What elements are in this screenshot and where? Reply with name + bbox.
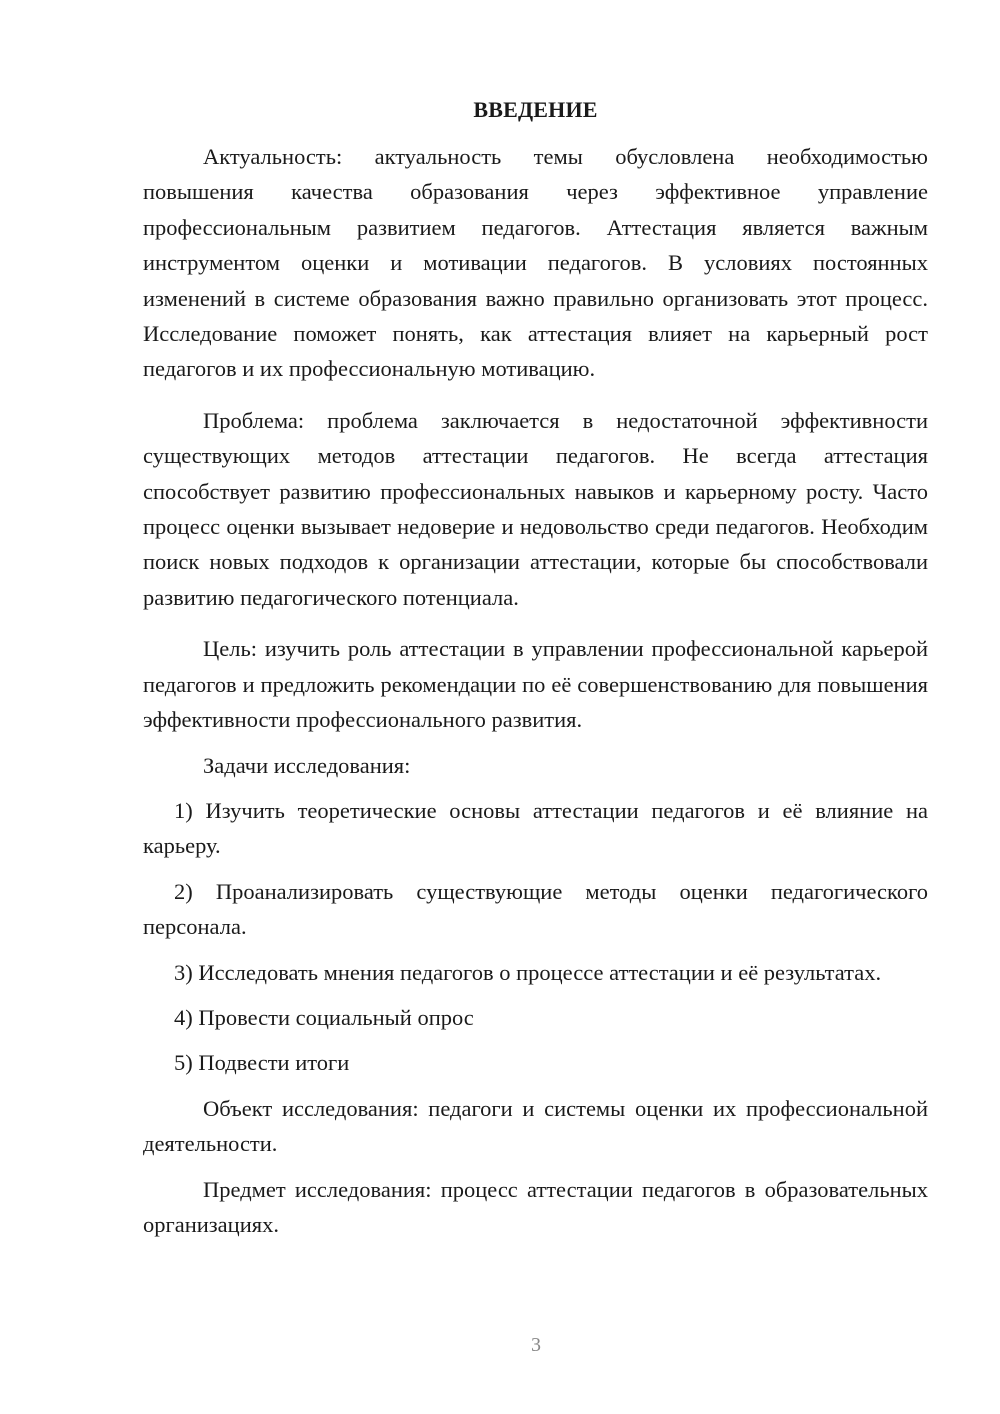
task-item-5: 5) Подвести итоги — [174, 1050, 350, 1076]
page-number: 3 — [531, 1334, 541, 1356]
paragraph-goal: Цель: изучить роль аттестации в управлении профессиональной карьерой педагогов и предложить рекомендации по её совершенствованию для повышения эффективности профессионального развития. — [143, 636, 928, 733]
task-item-1: 1) Изучить теоретические основы аттестации педагогов и её влияние на карьеру. — [143, 797, 928, 859]
document-page — [143, 94, 928, 1242]
paragraph-problem: Проблема: проблема заключается в недостаточной эффективности существующих методов аттестации педагогов. Не всегда аттестация способствует развитию профессиональных навыков и карьерному росту. Часто процесс оценки вызывает недоверие и недовольство среди педагогов. Необходим поиск новых подходов к организации аттестации, которые бы способствовали развитию педагогического потенциала. — [143, 407, 928, 610]
task-item-4: 4) Провести социальный опрос — [174, 1004, 474, 1030]
paragraph-subject: Предмет исследования: процесс аттестации педагогов в образовательных организациях. — [143, 1176, 928, 1237]
paragraph-object: Объект исследования: педагоги и системы оценки их профессиональной деятельности. — [143, 1095, 928, 1157]
tasks-heading: Задачи исследования: — [203, 752, 411, 778]
page-title: ВВЕДЕНИЕ — [473, 97, 598, 122]
task-item-2: 2) Проанализировать существующие методы оценки педагогического персонала. — [143, 878, 928, 940]
paragraph-relevance: Актуальность: актуальность темы обусловлена необходимостью повышения качества образования через эффективное управление профессиональным развитием педагогов. Аттестация является важным инструментом оценки и мотивации педагогов. В условиях постоянных изменений в системе образования важно правильно организовать этот процесс. Исследование поможет понять, как аттестация влияет на карьерный рост педагогов и их профессиональную мотивацию. — [143, 144, 928, 382]
task-item-3: 3) Исследовать мнения педагогов о процессе аттестации и её результатах. — [174, 959, 882, 985]
